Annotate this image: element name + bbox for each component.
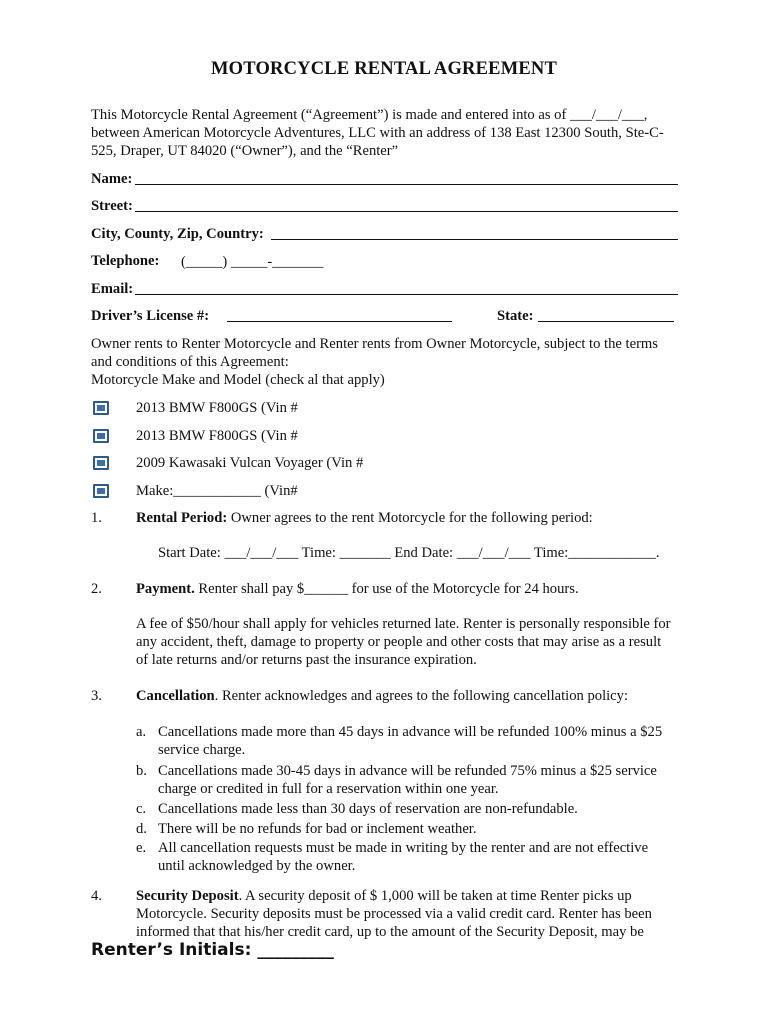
- model-option-2: 2013 BMW F800GS (Vin #: [136, 428, 298, 444]
- street-field[interactable]: [135, 211, 678, 212]
- section-4-number: 4.: [91, 888, 102, 904]
- telephone-field[interactable]: (_____) _____-_______: [181, 254, 324, 270]
- section-2-body: Renter shall pay $______ for use of the Motorcycle for 24 hours.: [194, 581, 579, 597]
- list-item-marker: c.: [136, 801, 147, 817]
- section-2-text: [136, 580, 579, 598]
- city-field[interactable]: [271, 239, 678, 240]
- city-label: City, County, Zip, Country:: [91, 226, 264, 242]
- state-label: State:: [497, 308, 534, 324]
- section-3-title: Cancellation: [136, 688, 215, 704]
- model-checkbox-2[interactable]: [93, 429, 109, 443]
- state-field[interactable]: [538, 321, 674, 322]
- model-option-1: 2013 BMW F800GS (Vin #: [136, 400, 298, 416]
- list-item: Cancellations made more than 45 days in advance will be refunded 100% minus a $25 service charge.: [158, 724, 663, 758]
- section-2-number: 2.: [91, 581, 102, 597]
- list-item: Cancellations made 30-45 days in advance will be refunded 75% minus a $25 service charge or credited in full for a reservation within one year.: [158, 763, 657, 797]
- list-item-marker: d.: [136, 821, 147, 837]
- list-item: All cancellation requests must be made in writing by the renter and are not effective until acknowledged by the owner.: [158, 840, 649, 874]
- model-checkbox-3[interactable]: [93, 456, 109, 470]
- renter-initials[interactable]: Renter’s Initials: _________: [91, 940, 334, 960]
- list-item-marker: e.: [136, 840, 147, 856]
- section-1-text: [136, 509, 593, 527]
- section-1-title: Rental Period:: [136, 510, 228, 526]
- email-label: Email:: [91, 281, 134, 297]
- list-item-marker: b.: [136, 763, 147, 779]
- section-4-title: Security Deposit: [136, 888, 239, 904]
- model-option-4: Make:____________ (Vin#: [136, 483, 298, 499]
- section-4-body: . A security deposit of $ 1,000 will be taken at time Renter picks up Motorcycle. Security deposits must be processed via a valid credit card. Renter has been informed that that his/her credit card, up to the amount of the Security Deposit, may be: [136, 888, 652, 940]
- section-3-text: [136, 687, 628, 705]
- street-label: Street:: [91, 198, 133, 214]
- page-title: MOTORCYCLE RENTAL AGREEMENT: [211, 59, 557, 79]
- section-3-number: 3.: [91, 688, 102, 704]
- license-label: Driver’s License #:: [91, 308, 210, 324]
- name-label: Name:: [91, 171, 133, 187]
- intro-paragraph: This Motorcycle Rental Agreement (“Agreement”) is made and entered into as of ___/___/___, between American Motorcycle Adventures, LLC with an address of 138 East 12300 South, Ste-C-525, Draper, UT 84020 (“Owner”), and the “Renter”: [91, 107, 664, 159]
- rental-dates-line[interactable]: Start Date: ___/___/___ Time: _______ End Date: ___/___/___ Time:____________.: [158, 545, 660, 561]
- model-checkbox-4[interactable]: [93, 484, 109, 498]
- section-2-title: Payment.: [136, 581, 195, 597]
- list-item: There will be no refunds for bad or inclement weather.: [158, 821, 477, 837]
- name-field[interactable]: [135, 184, 678, 185]
- section-1-body: Owner agrees to the rent Motorcycle for the following period:: [227, 510, 593, 526]
- section-3-body: . Renter acknowledges and agrees to the following cancellation policy:: [214, 688, 629, 704]
- rent-terms-text: Owner rents to Renter Motorcycle and Renter rents from Owner Motorcycle, subject to the terms and conditions of this Agreement:: [91, 336, 658, 370]
- late-fee-paragraph: A fee of $50/hour shall apply for vehicles returned late. Renter is personally responsible for any accident, theft, damage to property or people and other costs that may arise as a result of late returns and/or returns past the insurance expiration.: [136, 616, 671, 668]
- models-heading: Motorcycle Make and Model (check al that apply): [91, 372, 385, 388]
- list-item-marker: a.: [136, 724, 147, 740]
- license-field[interactable]: [227, 321, 452, 322]
- list-item: Cancellations made less than 30 days of reservation are non-refundable.: [158, 801, 578, 817]
- model-checkbox-1[interactable]: [93, 401, 109, 415]
- model-option-3: 2009 Kawasaki Vulcan Voyager (Vin #: [136, 455, 364, 471]
- section-4-text: [136, 887, 676, 940]
- email-field[interactable]: [135, 294, 678, 295]
- telephone-label: Telephone:: [91, 253, 160, 269]
- section-1-number: 1.: [91, 510, 102, 526]
